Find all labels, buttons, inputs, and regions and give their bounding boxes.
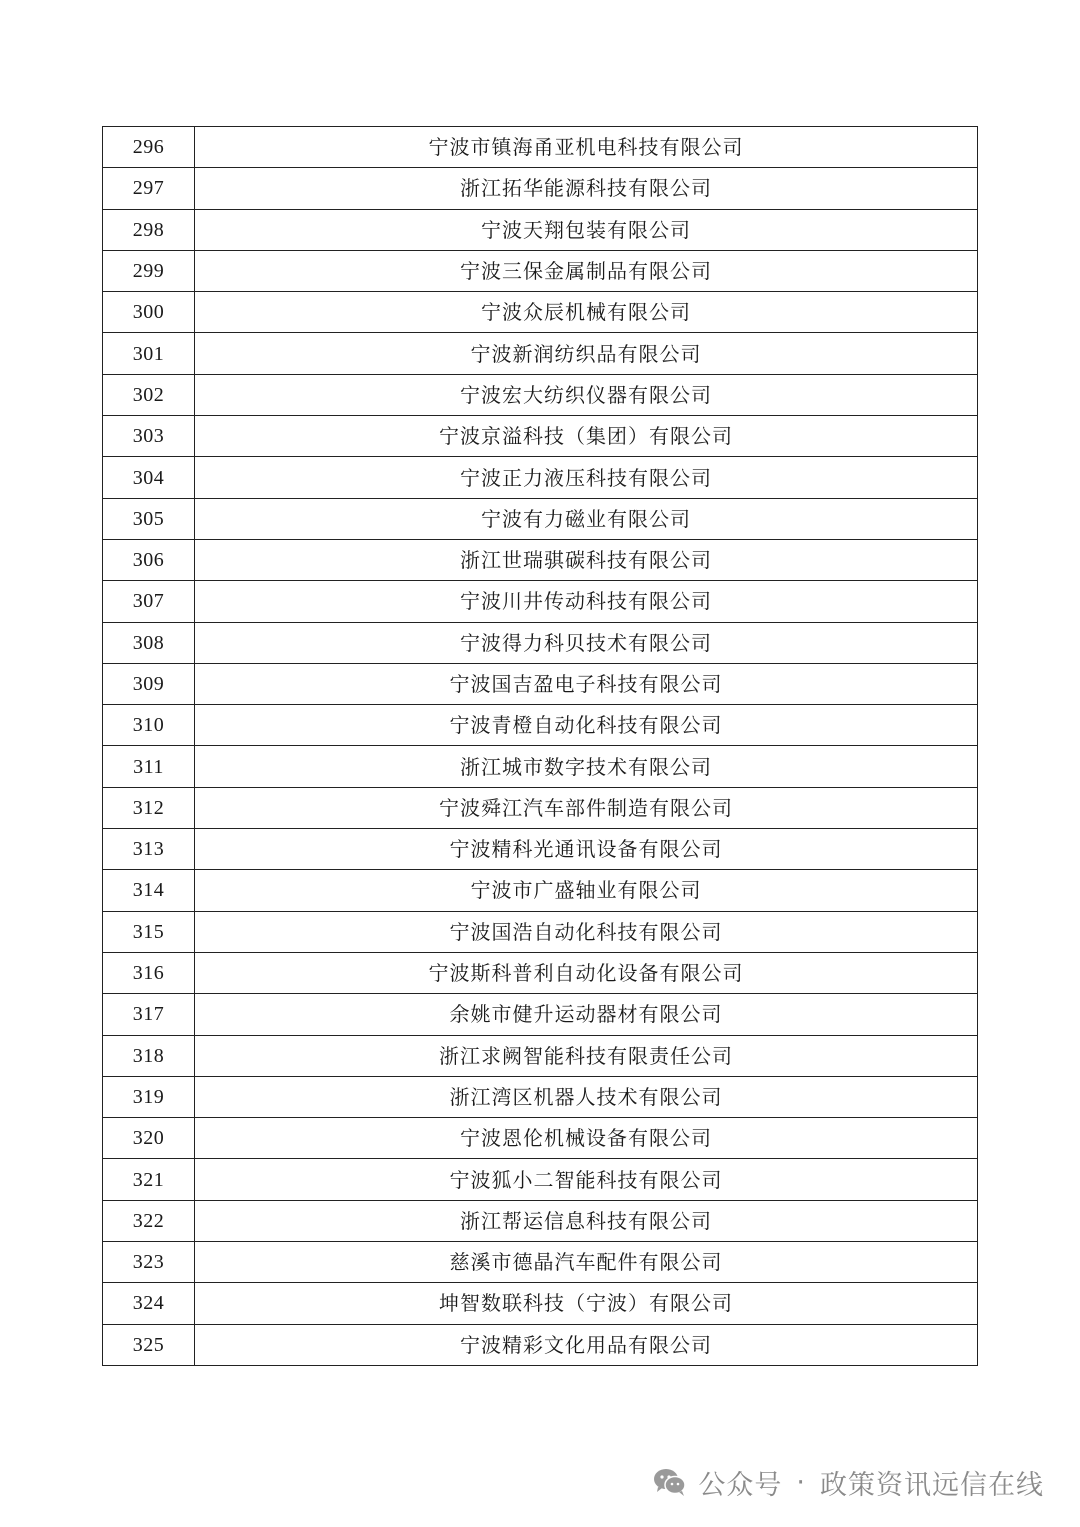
table-row [103, 333, 978, 374]
row-number-cell: 314 [103, 870, 195, 911]
row-number-cell: 313 [103, 829, 195, 870]
company-name-cell: 浙江城市数字技术有限公司 [195, 746, 978, 787]
table-row [103, 952, 978, 993]
table-row [103, 292, 978, 333]
table-row [103, 911, 978, 952]
row-number-cell: 315 [103, 911, 195, 952]
table-row [103, 1118, 978, 1159]
row-number-cell: 296 [103, 127, 195, 168]
company-name-cell: 宁波舜江汽车部件制造有限公司 [195, 787, 978, 828]
table-row [103, 209, 978, 250]
company-name-cell: 宁波狐小二智能科技有限公司 [195, 1159, 978, 1200]
row-number-cell: 307 [103, 581, 195, 622]
table-row [103, 663, 978, 704]
table-row [103, 1076, 978, 1117]
row-number-cell: 319 [103, 1076, 195, 1117]
table-row [103, 829, 978, 870]
company-name-cell: 宁波精彩文化用品有限公司 [195, 1324, 978, 1365]
company-name-cell: 余姚市健升运动器材有限公司 [195, 994, 978, 1035]
table-row [103, 622, 978, 663]
table-row [103, 457, 978, 498]
company-name-cell: 宁波宏大纺织仪器有限公司 [195, 374, 978, 415]
row-number-cell: 325 [103, 1324, 195, 1365]
table-row [103, 374, 978, 415]
wechat-icon [652, 1466, 688, 1498]
company-list-body [103, 127, 978, 1366]
row-number-cell: 309 [103, 663, 195, 704]
row-number-cell: 304 [103, 457, 195, 498]
company-name-cell: 宁波得力科贝技术有限公司 [195, 622, 978, 663]
row-number-cell: 311 [103, 746, 195, 787]
company-name-cell: 宁波川井传动科技有限公司 [195, 581, 978, 622]
company-name-cell: 浙江帮运信息科技有限公司 [195, 1200, 978, 1241]
company-name-cell: 宁波国吉盈电子科技有限公司 [195, 663, 978, 704]
table-row [103, 1035, 978, 1076]
table-row [103, 705, 978, 746]
table-row [103, 1242, 978, 1283]
table-row [103, 1159, 978, 1200]
company-name-cell: 浙江湾区机器人技术有限公司 [195, 1076, 978, 1117]
company-name-cell: 宁波斯科普利自动化设备有限公司 [195, 952, 978, 993]
row-number-cell: 323 [103, 1242, 195, 1283]
company-name-cell: 浙江拓华能源科技有限公司 [195, 168, 978, 209]
company-name-cell: 宁波市广盛轴业有限公司 [195, 870, 978, 911]
row-number-cell: 305 [103, 498, 195, 539]
company-name-cell: 宁波恩伦机械设备有限公司 [195, 1118, 978, 1159]
row-number-cell: 317 [103, 994, 195, 1035]
company-name-cell: 宁波青橙自动化科技有限公司 [195, 705, 978, 746]
watermark-account: 政策资讯远信在线 [820, 1469, 1044, 1501]
company-name-cell: 坤智数联科技（宁波）有限公司 [195, 1283, 978, 1324]
table-row [103, 250, 978, 291]
company-name-cell: 慈溪市德晶汽车配件有限公司 [195, 1242, 978, 1283]
row-number-cell: 312 [103, 787, 195, 828]
table-row [103, 498, 978, 539]
watermark-separator: · [796, 1466, 806, 1498]
row-number-cell: 316 [103, 952, 195, 993]
company-name-cell: 宁波有力磁业有限公司 [195, 498, 978, 539]
company-list-table [102, 126, 978, 1366]
company-name-cell: 宁波国浩自动化科技有限公司 [195, 911, 978, 952]
row-number-cell: 302 [103, 374, 195, 415]
company-name-cell: 宁波三保金属制品有限公司 [195, 250, 978, 291]
table-row [103, 746, 978, 787]
company-name-cell: 浙江求阙智能科技有限责任公司 [195, 1035, 978, 1076]
row-number-cell: 318 [103, 1035, 195, 1076]
row-number-cell: 299 [103, 250, 195, 291]
table-row [103, 168, 978, 209]
company-name-cell: 宁波精科光通讯设备有限公司 [195, 829, 978, 870]
table-row [103, 1200, 978, 1241]
company-name-cell: 浙江世瑞骐碳科技有限公司 [195, 539, 978, 580]
company-name-cell: 宁波京溢科技（集团）有限公司 [195, 416, 978, 457]
row-number-cell: 324 [103, 1283, 195, 1324]
row-number-cell: 300 [103, 292, 195, 333]
row-number-cell: 301 [103, 333, 195, 374]
wechat-watermark [652, 1460, 1044, 1504]
company-name-cell: 宁波众辰机械有限公司 [195, 292, 978, 333]
table-row [103, 416, 978, 457]
row-number-cell: 322 [103, 1200, 195, 1241]
company-name-cell: 宁波市镇海甬亚机电科技有限公司 [195, 127, 978, 168]
row-number-cell: 320 [103, 1118, 195, 1159]
table-row [103, 1324, 978, 1365]
table-row [103, 870, 978, 911]
table-row [103, 994, 978, 1035]
row-number-cell: 297 [103, 168, 195, 209]
row-number-cell: 298 [103, 209, 195, 250]
row-number-cell: 308 [103, 622, 195, 663]
company-name-cell: 宁波正力液压科技有限公司 [195, 457, 978, 498]
table-row [103, 127, 978, 168]
company-name-cell: 宁波新润纺织品有限公司 [195, 333, 978, 374]
row-number-cell: 321 [103, 1159, 195, 1200]
table-row [103, 581, 978, 622]
row-number-cell: 306 [103, 539, 195, 580]
company-name-cell: 宁波天翔包装有限公司 [195, 209, 978, 250]
watermark-prefix: 公众号 [698, 1469, 783, 1501]
row-number-cell: 310 [103, 705, 195, 746]
table-row [103, 1283, 978, 1324]
table-row [103, 787, 978, 828]
table-row [103, 539, 978, 580]
row-number-cell: 303 [103, 416, 195, 457]
